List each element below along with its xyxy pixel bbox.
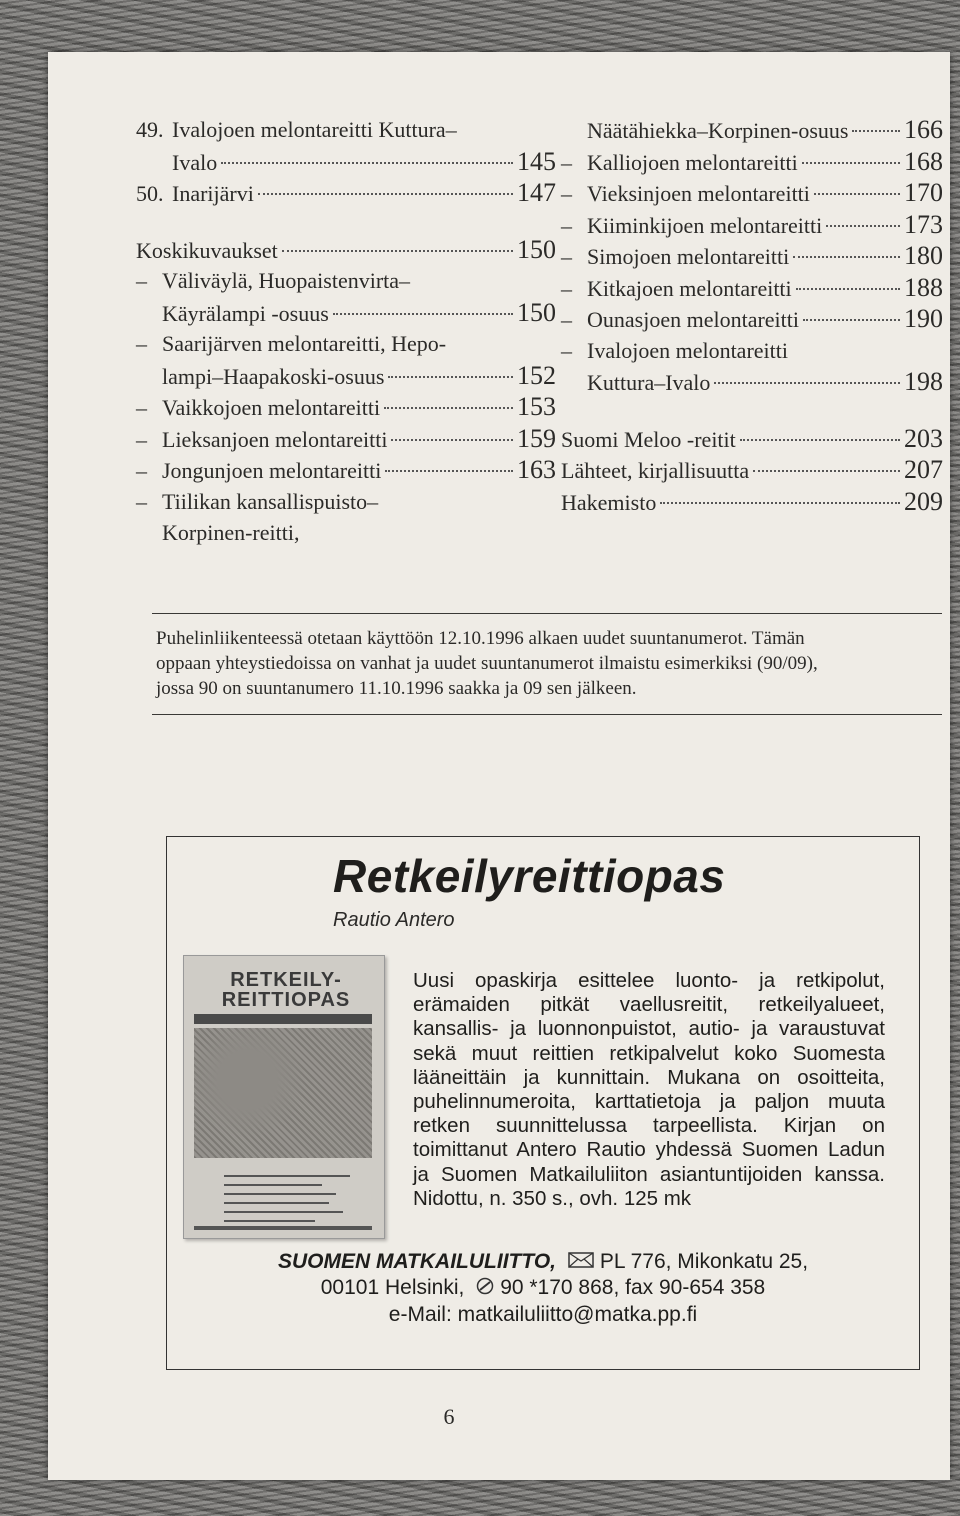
toc-entry-number: 49.: [136, 117, 164, 142]
book-advertisement: [166, 836, 920, 1370]
toc-entry: [136, 391, 556, 423]
toc-entry: [561, 486, 943, 518]
toc-entry-dash: –: [136, 458, 147, 483]
toc-entry: [136, 114, 556, 146]
dot-leader: [852, 130, 900, 132]
toc-entry: [136, 360, 556, 392]
toc-entry: [136, 517, 556, 549]
ad-description: Uusi opaskirja esittelee luonto- ja retkipolut, erämaiden pitkät vaellusreitit, retkeilyalueet, kansallis- ja luonnonpuistot, autio- ja varaustuvat sekä muut reittien retkipalvelut koko Suomesta lääneittäin ja kunnittain. Mukana on osoitteita, puhelinnumeroita, karttatietoja ja paljon muuta retken suunnittelussa tarpeellista. Kirjan on toimittanut Antero Rautio yhdessä Suomen Ladun ja Suomen Matkailuliiton asiantuntijoiden kanssa. Nidottu, n. 350 s., ovh. 125 mk: [413, 969, 885, 1210]
dot-leader: [753, 470, 900, 472]
toc-entry-page: 163: [517, 455, 556, 484]
toc-entry-title: Lieksanjoen melontareitti: [162, 426, 388, 452]
toc-entry-dash: –: [136, 395, 147, 420]
cover-footer-band: [194, 1226, 372, 1230]
dot-leader: [714, 382, 900, 384]
toc-entry-page: 150: [517, 297, 556, 327]
toc-entry-title: Tiilikan kansallispuisto–: [162, 488, 379, 514]
ad-address: PL 776, Mikonkatu 25,: [599, 1250, 809, 1273]
cover-bullet-lines: [224, 1168, 364, 1229]
dot-leader: [740, 439, 900, 441]
toc-entry-title: Vieksinjoen melontareitti: [587, 181, 810, 206]
toc-entry-title: Inarijärvi: [172, 181, 254, 206]
toc-entry-title: Ivalo: [172, 149, 218, 175]
toc-entry-page: 166: [904, 115, 943, 144]
phone-notice: [156, 626, 946, 701]
toc-entry: [561, 335, 943, 367]
toc-entry-title: Koskikuvaukset: [136, 237, 278, 263]
toc-entry-page: 180: [904, 241, 943, 270]
toc-entry: [136, 265, 556, 297]
toc-entry: [561, 114, 943, 146]
toc-entry-title: Ounasjoen melontareitti: [587, 307, 799, 332]
toc-entry-page: 188: [904, 272, 943, 302]
toc-entry: [561, 209, 943, 241]
ad-author: Rautio Antero: [333, 909, 455, 931]
toc-entry: [561, 177, 943, 209]
toc-entry-dash: –: [136, 331, 147, 356]
toc-entry-title: Vaikkojoen melontareitti: [162, 395, 381, 420]
toc-right-column: [561, 114, 943, 517]
toc-entry-page: 147: [517, 178, 556, 207]
dot-leader: [388, 376, 513, 378]
cover-photo: [194, 1028, 372, 1158]
ad-title: Retkeilyreittiopas: [333, 850, 726, 902]
toc-entry: [561, 454, 943, 486]
toc-entry-title: Näätähiekka–Korpinen-osuus: [587, 118, 849, 143]
toc-entry: [136, 423, 556, 455]
notice-line: oppaan yhteystiedoissa on vanhat ja uudet suuntanumerot ilmaistu esimerkiksi (90/09),: [156, 653, 818, 674]
toc-entry-page: 209: [904, 486, 943, 516]
dot-leader: [793, 256, 900, 258]
toc-entry-dash: –: [561, 244, 572, 269]
cover-title-line: RETKEILY-: [230, 969, 342, 991]
toc-left-column: [136, 114, 556, 549]
toc-entry-dash: –: [136, 488, 147, 514]
dot-leader: [826, 225, 900, 227]
toc-entry-dash: –: [136, 426, 147, 452]
toc-entry-dash: –: [561, 275, 572, 301]
divider-top: [152, 613, 942, 614]
cover-title-line: REITTIOPAS: [221, 989, 351, 1011]
toc-entry-title: Jongunjoen melontareitti: [162, 458, 382, 483]
toc-entry-dash: –: [561, 212, 572, 238]
toc-entry: [136, 297, 556, 329]
toc-entry-dash: –: [136, 268, 147, 293]
toc-entry-page: 159: [517, 423, 556, 453]
toc-entry: [561, 423, 943, 455]
toc-entry: [136, 486, 556, 518]
toc-entry-title: Lähteet, kirjallisuutta: [561, 458, 750, 483]
toc-entry: [136, 328, 556, 360]
toc-entry-title: Simojoen melontareitti: [587, 244, 790, 269]
toc-entry-number: 50.: [136, 181, 164, 206]
ad-phone: 90 *170 868, fax 90-654 358: [500, 1276, 766, 1300]
dot-leader: [814, 193, 900, 195]
dot-leader: [333, 313, 513, 315]
toc-entry-title: Saarijärven melontareitti, Hepo-: [162, 331, 447, 356]
cover-band: [194, 1014, 372, 1024]
dot-leader: [391, 439, 513, 441]
toc-entry: [561, 146, 943, 178]
book-cover-image: [183, 955, 385, 1239]
toc-entry-page: 150: [517, 234, 556, 264]
toc-entry-title: Kitkajoen melontareitti: [587, 275, 792, 301]
toc-entry-title: Ivalojoen melontareitti Kuttura–: [172, 117, 457, 142]
envelope-icon: [568, 1249, 594, 1275]
toc-entry-dash: –: [561, 307, 572, 332]
divider-bottom: [152, 714, 942, 715]
toc-entry: [136, 454, 556, 486]
toc-entry-title: Kiiminkijoen melontareitti: [587, 212, 823, 238]
toc-entry-page: 170: [904, 178, 943, 207]
toc-entry-dash: –: [561, 181, 572, 206]
ad-city: 00101 Helsinki,: [320, 1276, 465, 1300]
toc-entry-page: 153: [517, 392, 556, 421]
ad-org-name: SUOMEN MATKAILULIITTO,: [277, 1250, 556, 1273]
toc-entry: [136, 146, 556, 178]
toc-entry-page: 203: [904, 423, 943, 453]
toc-entry-title: Väliväylä, Huopaistenvirta–: [162, 268, 411, 293]
dot-leader: [803, 319, 900, 321]
dot-leader: [282, 250, 513, 252]
dot-leader: [221, 162, 513, 164]
toc-entry-page: 145: [517, 146, 556, 176]
toc-entry-page: 152: [517, 360, 556, 390]
phone-icon: [476, 1276, 494, 1302]
toc-entry-title: lampi–Haapakoski-osuus: [162, 363, 385, 389]
toc-entry: [561, 240, 943, 272]
toc-entry-page: 190: [904, 304, 943, 333]
toc-entry: [136, 177, 556, 209]
notice-line: Puhelinliikenteessä otetaan käyttöön 12.10.1996 alkaen uudet suuntanumerot. Tämän: [156, 628, 805, 649]
dot-leader: [796, 288, 900, 290]
toc-entry-title: Kalliojoen melontareitti: [587, 149, 798, 175]
ad-contact: [167, 1249, 919, 1328]
toc-entry-page: 173: [904, 209, 943, 239]
dot-leader: [385, 470, 513, 472]
page-number: 6: [443, 1404, 455, 1429]
toc-entry-title: Hakemisto: [561, 489, 657, 515]
toc-entry-dash: –: [561, 149, 572, 175]
toc-entry: [136, 234, 556, 266]
toc-entry-title: Korpinen-reitti,: [162, 520, 300, 545]
dot-leader: [802, 162, 900, 164]
toc-entry-dash: –: [561, 337, 572, 363]
notice-line: jossa 90 on suuntanumero 11.10.1996 saakka ja 09 sen jälkeen.: [156, 678, 637, 699]
toc-entry-page: 168: [904, 146, 943, 176]
toc-entry-title: Kuttura–Ivalo: [587, 370, 711, 395]
book-page: [48, 52, 950, 1480]
toc-entry-page: 198: [904, 367, 943, 396]
toc-entry: [561, 272, 943, 304]
toc-entry-page: 207: [904, 455, 943, 484]
toc-entry: [561, 303, 943, 335]
toc-entry: [561, 366, 943, 398]
dot-leader: [384, 407, 513, 409]
ad-email: e-Mail: matkailuliitto@matka.pp.fi: [388, 1302, 698, 1326]
toc-entry-title: Ivalojoen melontareitti: [587, 337, 788, 363]
cover-title: [206, 970, 366, 1010]
toc-entry-title: Suomi Meloo -reitit: [561, 426, 736, 452]
toc-entry-title: Käyrälampi -osuus: [162, 300, 329, 326]
dot-leader: [660, 502, 900, 504]
dot-leader: [258, 193, 513, 195]
